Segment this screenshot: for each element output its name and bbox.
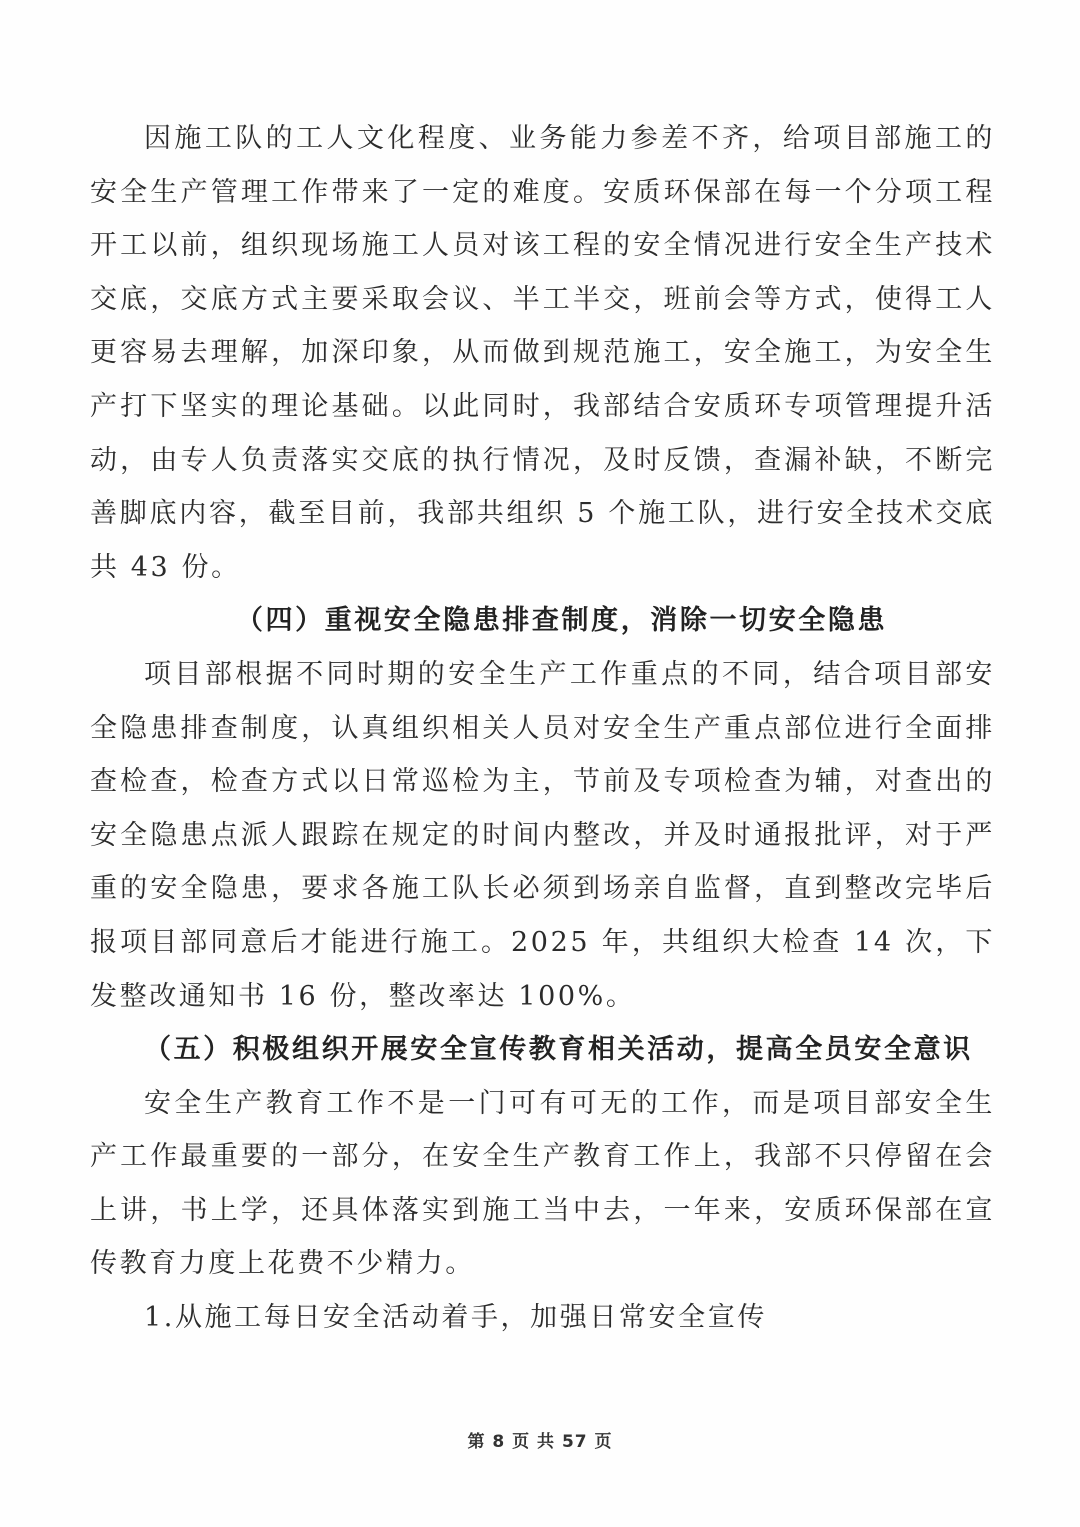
document-body [90, 112, 995, 1345]
section-heading-5: （五）积极组织开展安全宣传教育相关活动，提高全员安全意识 [144, 1034, 973, 1066]
paragraph-hazard-inspection: 项目部根据不同时期的安全生产工作重点的不同，结合项目部安全隐患排查制度，认真组织相关人员对安全生产重点部位进行全面排查检查，检查方式以日常巡检为主，节前及专项检查为辅，对查出的安全隐患点派人跟踪在规定的时间内整改，并及时通报批评，对于严重的安全隐患，要求各施工队长必须到场亲自监督，直到整改完毕后报项目部同意后才能进行施工。2025 年，共组织大检查 14 次，下发整改通知书 16 份，整改率达 100%。 [90, 658, 995, 1012]
paragraph-safety-briefing: 因施工队的工人文化程度、业务能力参差不齐，给项目部施工的安全生产管理工作带来了一定的难度。安质环保部在每一个分项工程开工以前，组织现场施工人员对该工程的安全情况进行安全生产技术交底，交底方式主要采取会议、半工半交，班前会等方式，使得工人更容易去理解，加深印象，从而做到规范施工，安全施工，为安全生产打下坚实的理论基础。以此同时，我部结合安质环专项管理提升活动，由专人负责落实交底的执行情况，及时反馈，查漏补缺，不断完善脚底内容，截至目前，我部共组织 5 个施工队，进行安全技术交底共 43 份。 [90, 123, 995, 583]
section-heading-4: （四）重视安全隐患排查制度，消除一切安全隐患 [235, 605, 888, 637]
list-item-daily-activity: 1.从施工每日安全活动着手，加强日常安全宣传 [144, 1302, 767, 1334]
paragraph-safety-education: 安全生产教育工作不是一门可有可无的工作，而是项目部安全生产工作最重要的一部分，在安全生产教育工作上，我部不只停留在会上讲，书上学，还具体落实到施工当中去，一年来，安质环保部在宣传教育力度上花费不少精力。 [90, 1087, 995, 1280]
page-number-footer: 第 8 页 共 57 页 [467, 1432, 613, 1452]
